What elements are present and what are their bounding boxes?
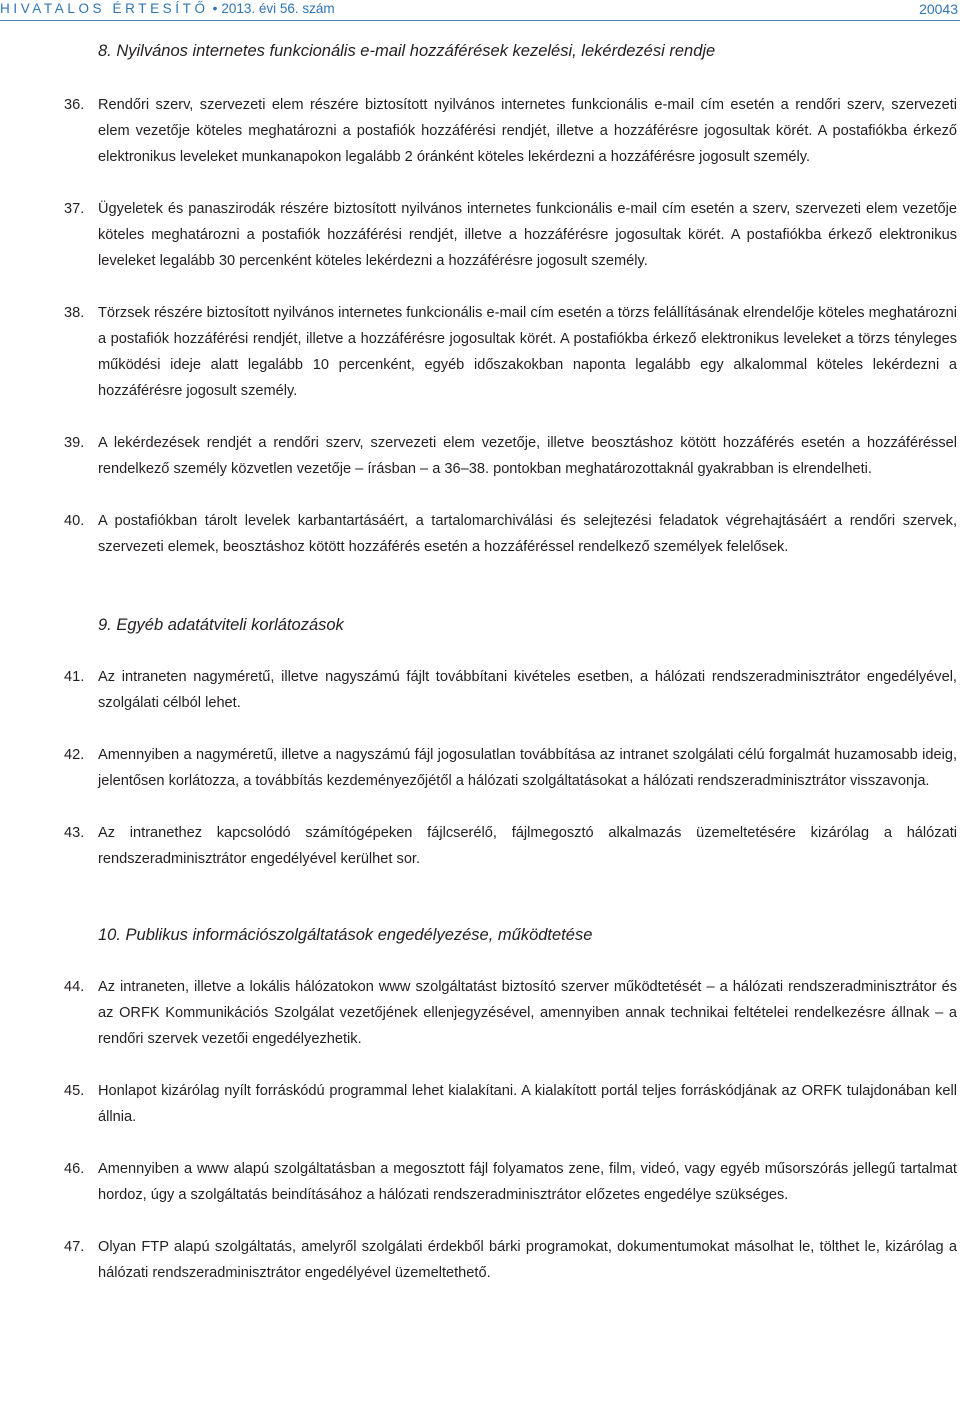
item-text: Az intranethez kapcsolódó számítógépeken fájlcserélő, fájlmegosztó alkalmazás üzemeltetésére kizárólag a hálózati rendszeradminisztrátor engedélyével kerülhet sor.	[98, 825, 957, 867]
item-number: 36.	[64, 97, 85, 113]
item-text: Az intraneten, illetve a lokális hálózatokon www szolgáltatást biztosító szerver működtetését – a hálózati rendszeradminisztrátor és az ORFK Kommunikációs Szolgálat vezetőjének ellenjegyzésével, amennyiben annak technikai feltételei rendelkezésre állnak – a rendőri szervek vezetői engedélyezhetik.	[98, 979, 957, 1047]
item-number: 46.	[64, 1161, 85, 1177]
item-number: 39.	[64, 435, 85, 451]
item-number: 45.	[64, 1083, 85, 1099]
page-header	[0, 0, 960, 21]
page-number: 20043	[919, 1, 958, 17]
section-title-9: 9. Egyéb adatátviteli korlátozások	[98, 616, 344, 634]
item-number: 40.	[64, 513, 85, 529]
item-number: 37.	[64, 201, 85, 217]
list-item-41	[0, 664, 960, 716]
list-item-36	[0, 92, 960, 170]
item-text: Honlapot kizárólag nyílt forráskódú programmal lehet kialakítani. A kialakított portál teljes forráskódjának az ORFK tulajdonában kell állnia.	[98, 1083, 957, 1125]
list-item-37	[0, 196, 960, 274]
item-text: Az intraneten nagyméretű, illetve nagyszámú fájlt továbbítani kivételes esetben, a hálózati rendszeradminisztrátor engedélyével, szolgálati célból lehet.	[98, 669, 957, 711]
list-item-45	[0, 1078, 960, 1130]
journal-title: HIVATALOS ÉRTESÍTŐ	[0, 1, 209, 16]
issue-label: 2013. évi 56. szám	[221, 1, 335, 16]
header-bullet: •	[212, 1, 218, 16]
section-title-8: 8. Nyilvános internetes funkcionális e-mail hozzáférések kezelési, lekérdezési rendje	[98, 42, 716, 60]
item-text: Ügyeletek és panaszirodák részére biztosított nyilvános internetes funkcionális e-mail cím esetén a szerv, szervezeti elem vezetője köteles meghatározni a postafiók hozzáférési rendjét, illetve a hozzáférésre jogosultak körét. A postafiókba érkező elektronikus leveleket legalább 30 percenként köteles lekérdezni a hozzáférésre jogosult személy.	[98, 201, 957, 269]
list-item-40	[0, 508, 960, 560]
list-item-42	[0, 742, 960, 794]
list-item-44	[0, 974, 960, 1052]
item-number: 44.	[64, 979, 85, 995]
list-item-43	[0, 820, 960, 872]
item-number: 43.	[64, 825, 85, 841]
item-number: 42.	[64, 747, 85, 763]
item-text: Amennyiben a www alapú szolgáltatásban a megosztott fájl folyamatos zene, film, videó, vagy egyéb műsorszórás jellegű tartalmat hordoz, úgy a szolgáltatás beindításához a hálózati rendszeradminisztrátor előzetes engedélye szükséges.	[98, 1161, 957, 1203]
item-text: Amennyiben a nagyméretű, illetve a nagyszámú fájl jogosulatlan továbbítása az intranet szolgálati célú forgalmát huzamosabb ideig, jelentősen korlátozza, a továbbítás kezdeményezőjétől a hálózati szolgáltatásokat a hálózati rendszeradminisztrátor visszavonja.	[98, 747, 957, 789]
list-item-47	[0, 1234, 960, 1286]
item-number: 47.	[64, 1239, 85, 1255]
page-content	[0, 40, 960, 1286]
item-number: 38.	[64, 305, 85, 321]
section-title-10: 10. Publikus információszolgáltatások engedélyezése, működtetése	[98, 926, 593, 944]
running-head	[0, 1, 335, 16]
item-number: 41.	[64, 669, 85, 685]
item-text: A postafiókban tárolt levelek karbantartásáért, a tartalomarchiválási és selejtezési feladatok végrehajtásáért a rendőri szervek, szervezeti elemek, beosztáshoz kötött hozzáférés esetén a hozzáféréssel rendelkező személyek felelősek.	[98, 513, 957, 555]
item-text: Rendőri szerv, szervezeti elem részére biztosított nyilvános internetes funkcionális e-mail cím esetén a rendőri szerv, szervezeti elem vezetője köteles meghatározni a postafiók hozzáférési rendjét, illetve a hozzáférésre jogosultak körét. A postafiókba érkező elektronikus leveleket munkanapokon legalább 2 óránként köteles lekérdezni a hozzáférésre jogosult személy.	[98, 97, 957, 165]
item-text: A lekérdezések rendjét a rendőri szerv, szervezeti elem vezetője, illetve beosztáshoz kötött hozzáférés esetén a hozzáféréssel rendelkező személy közvetlen vezetője – írásban – a 36–38. pontokban meghatározottaknál gyakrabban is elrendelheti.	[98, 435, 957, 477]
list-item-38	[0, 300, 960, 404]
item-text: Törzsek részére biztosított nyilvános internetes funkcionális e-mail cím esetén a törzs felállításának elrendelője köteles meghatározni a postafiók hozzáférési rendjét, illetve a hozzáférésre jogosultak körét. A postafiókba érkező elektronikus leveleket a törzs tényleges működési ideje alatt legalább 10 percenként, egyéb időszakokban naponta legalább egy alkalommal köteles lekérdezni a hozzáférésre jogosult személy.	[98, 305, 958, 399]
item-text: Olyan FTP alapú szolgáltatás, amelyről szolgálati érdekből bárki programokat, dokumentumokat másolhat le, tölthet le, kizárólag a hálózati rendszeradminisztrátor engedélyével üzemeltethető.	[98, 1239, 957, 1281]
list-item-39	[0, 430, 960, 482]
list-item-46	[0, 1156, 960, 1208]
